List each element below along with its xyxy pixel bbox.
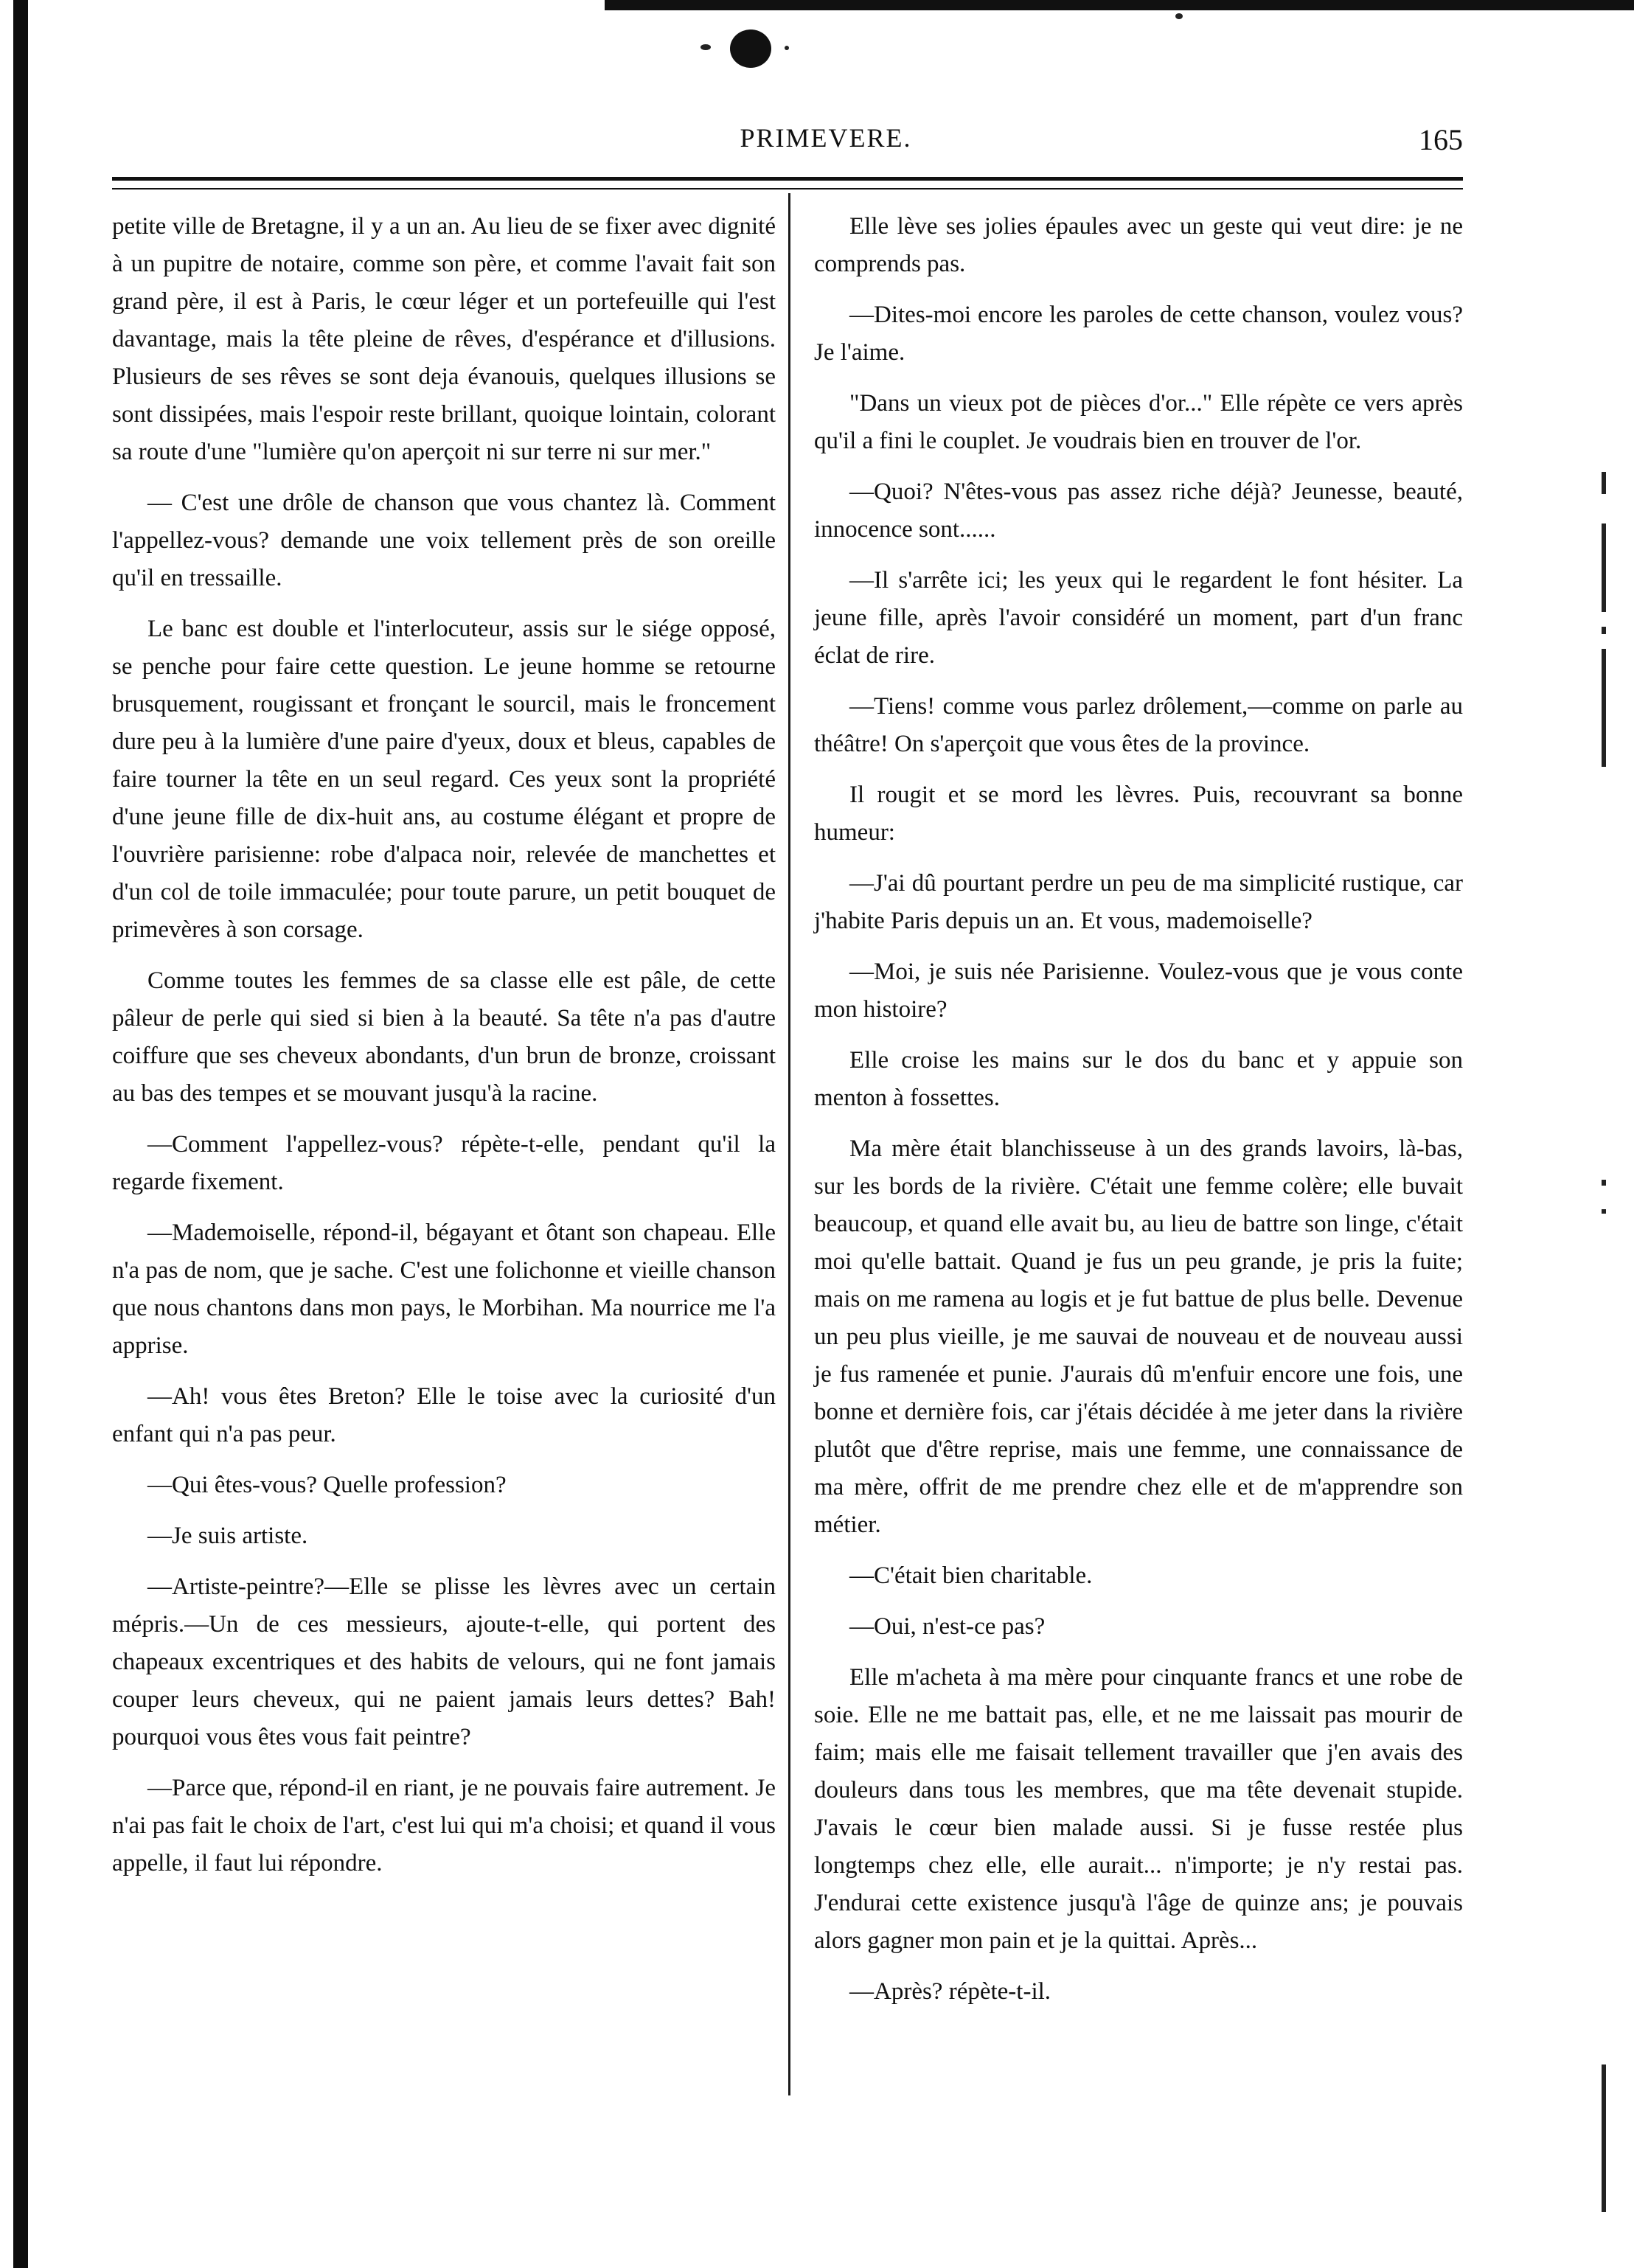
paragraph: Elle lève ses jolies épaules avec un geste qui veut dire: je ne comprends pas. xyxy=(814,213,1463,277)
paragraph: —C'était bien charitable. xyxy=(849,1562,1093,1589)
paragraph: Le banc est double et l'interlocuteur, assis sur le siége opposé, se penche pour faire cette question. Le jeune homme se retourne brusquement, rougissant et fronçant le sourcil, mais le froncement dure peu à la lumière d'une paire d'yeux, doux et bleus, capables de faire tourner la tête en un seul regard. Ces yeux sont la propriété d'une jeune fille de dix-huit ans, au costume élégant et propre de l'ouvrière parisienne: robe d'alpaca noir, relevée de manchettes et d'un col de toile immaculée; pour toute parure, un petit bouquet de primevères à son corsage. xyxy=(112,616,776,943)
ink-speck xyxy=(1175,13,1183,19)
paragraph: Ma mère était blanchisseuse à un des grands lavoirs, là-bas, sur les bords de la rivière. C'était une femme colère; elle buvait beaucoup, et quand elle avait bu, au lieu de battre son linge, c'était moi qu'elle battait. Quand je fus un peu grande, je pris la fuite; mais on me ramena au logis et je fut battue de plus belle. Devenue un peu plus vieille, je me sauvai de nouveau et de nouveau aussi je fus ramenée et punie. J'aurais dû m'enfuir encore une fois, une bonne et dernière fois, car j'étais décidée à me jeter dans la rivière plutôt que d'être reprise, mais une femme, une connaissance de ma mère, offrit de me prendre chez elle et de m'apprendre son métier. xyxy=(814,1135,1463,1538)
header-rule xyxy=(112,177,1463,181)
scan-edge-marks xyxy=(1597,442,1612,2212)
left-column xyxy=(112,208,776,1896)
scan-left-border xyxy=(13,0,28,2268)
right-column xyxy=(814,208,1463,2024)
paragraph: —Parce que, répond-il en riant, je ne pouvais faire autrement. Je n'ai pas fait le choix de l'art, c'est lui qui m'a choisi; et quand il vous appelle, il faut lui répondre. xyxy=(112,1775,776,1876)
ink-speck xyxy=(785,46,789,50)
paragraph: petite ville de Bretagne, il y a un an. Au lieu de se fixer avec dignité à un pupitre de notaire, comme son père, et comme l'avait fait son grand père, il est à Paris, le cœur léger et un portefeuille qui l'est davantage, mais la tête pleine de rêves, d'espérance et d'illusions. Plusieurs de ses rêves se sont deja évanouis, quelques illusions se sont dissipées, mais l'espoir reste brillant, quoique lointain, colorant sa route d'une "lumière qu'on aperçoit ni sur terre ni sur mer." xyxy=(112,213,776,465)
paragraph: — C'est une drôle de chanson que vous chantez là. Comment l'appellez-vous? demande une voix tellement près de son oreille qu'il en tressaille. xyxy=(112,490,776,591)
scan-top-border xyxy=(605,0,1634,10)
paragraph: —Après? répète-t-il. xyxy=(849,1978,1051,2005)
paragraph: —Ah! vous êtes Breton? Elle le toise avec la curiosité d'un enfant qui n'a pas peur. xyxy=(112,1383,776,1447)
paragraph: "Dans un vieux pot de pièces d'or..." Elle répète ce vers après qu'il a fini le couplet. Je voudrais bien en trouver de l'or. xyxy=(814,390,1463,454)
paragraph: —Comment l'appellez-vous? répète-t-elle, pendant qu'il la regarde fixement. xyxy=(112,1131,776,1195)
paragraph: —Tiens! comme vous parlez drôlement,—comme on parle au théâtre! On s'aperçoit que vous êtes de la province. xyxy=(814,693,1463,757)
paragraph: —J'ai dû pourtant perdre un peu de ma simplicité rustique, car j'habite Paris depuis un an. Et vous, mademoiselle? xyxy=(814,870,1463,934)
paragraph: Comme toutes les femmes de sa classe elle est pâle, de cette pâleur de perle qui sied si bien à la beauté. Sa tête n'a pas d'autre coiffure que ses cheveux abondants, d'un brun de bronze, croissant au bas des tempes et se mouvant jusqu'à la racine. xyxy=(112,967,776,1107)
paragraph: —Dites-moi encore les paroles de cette chanson, voulez vous? Je l'aime. xyxy=(814,302,1463,366)
paragraph: Il rougit et se mord les lèvres. Puis, recouvrant sa bonne humeur: xyxy=(814,782,1463,846)
paragraph: —Oui, n'est-ce pas? xyxy=(849,1613,1046,1640)
paragraph: —Il s'arrête ici; les yeux qui le regardent le font hésiter. La jeune fille, après l'avoir considéré un moment, part d'un franc éclat de rire. xyxy=(814,567,1463,669)
paragraph: Elle m'acheta à ma mère pour cinquante francs et une robe de soie. Elle ne me battait pas, elle, et ne me laissait pas mourir de faim; mais elle me faisait tellement travailler que j'en avais des douleurs dans tous les membres, que ma tête devenait stupide. J'avais le cœur bien malade aussi. Si je fusse restée plus longtemps chez elle, elle aurait... n'importe; je n'y restai pas. J'endurai cette existence jusqu'à l'âge de quinze ans; je pouvais alors gagner mon pain et je la quittai. Après... xyxy=(814,1664,1463,1954)
paragraph: —Je suis artiste. xyxy=(147,1523,308,1549)
paragraph: —Quoi? N'êtes-vous pas assez riche déjà? Jeunesse, beauté, innocence sont...... xyxy=(814,479,1463,543)
paragraph: —Qui êtes-vous? Quelle profession? xyxy=(147,1472,507,1498)
paragraph: —Artiste-peintre?—Elle se plisse les lèvres avec un certain mépris.—Un de ces messieurs, ajoute-t-elle, qui portent des chapeaux excentriques et des habits de velours, qui ne font jamais couper leurs cheveux, qui ne paient jamais leurs dettes? Bah! pourquoi vous êtes vous fait peintre? xyxy=(112,1573,776,1750)
paragraph: Elle croise les mains sur le dos du banc et y appuie son menton à fossettes. xyxy=(814,1047,1463,1111)
column-divider xyxy=(788,193,790,2095)
ink-speck xyxy=(700,44,711,50)
paragraph: —Mademoiselle, répond-il, bégayant et ôtant son chapeau. Elle n'a pas de nom, que je sache. C'est une folichonne et vieille chanson que nous chantons dans mon pays, le Morbihan. Ma nourrice me l'a apprise. xyxy=(112,1220,776,1359)
ink-blot xyxy=(730,29,771,68)
paragraph: —Moi, je suis née Parisienne. Voulez-vous que je vous conte mon histoire? xyxy=(814,959,1463,1023)
header-rule-thin xyxy=(112,188,1463,189)
page-title: PRIMEVERE. xyxy=(740,123,912,153)
page-number: 165 xyxy=(1419,123,1463,156)
